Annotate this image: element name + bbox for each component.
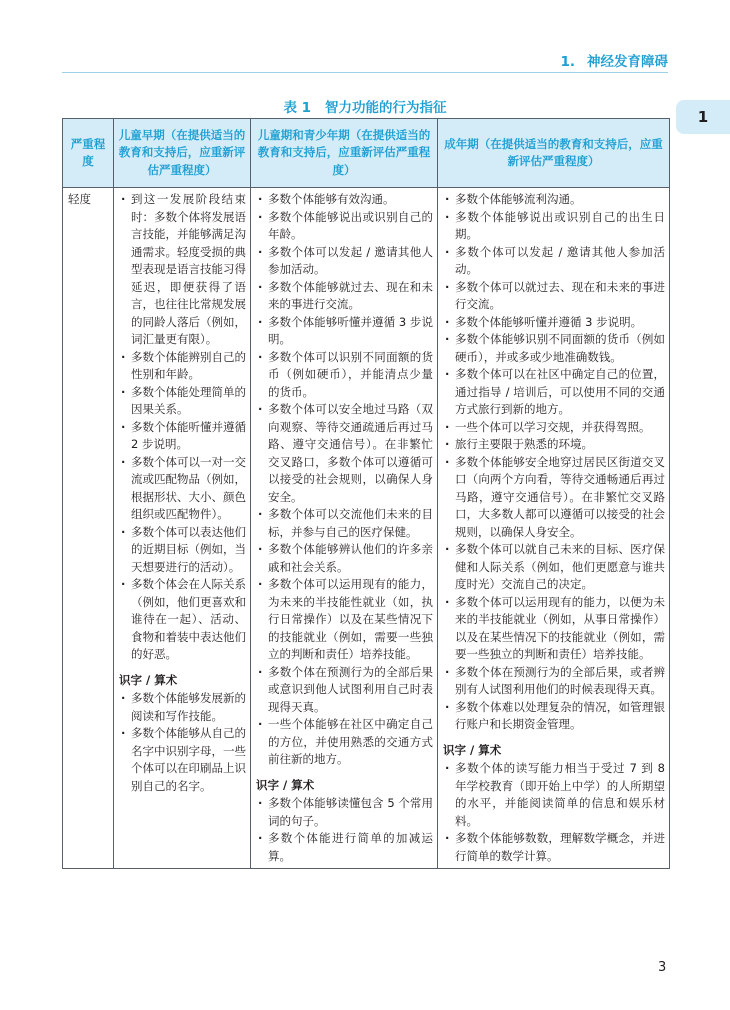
adult-items [443, 191, 665, 734]
list-item: · 多数个体可以就过去、现在和未来的事进行交流。 [443, 279, 665, 314]
list-item: · 多数个体能够识别不同面额的货币（例如硬币），并或多或少地准确数钱。 [443, 331, 665, 366]
list-item: · 多数个体能够就过去、现在和未来的事进行交流。 [256, 279, 433, 314]
list-item: · 到这一发展阶段结束时：多数个体将发展语言技能，并能够满足沟通需求。轻度受损的典型表现是语言技能习得延迟，即便获得了语言，也往往比常规发展的同龄人落后（例如，词汇量更有限）。 [119, 191, 246, 349]
list-item: · 旅行主要限于熟悉的环境。 [443, 436, 665, 454]
list-item: · 多数个体难以处理复杂的情况，如管理银行账户和长期资金管理。 [443, 699, 665, 734]
page-number: 3 [658, 960, 667, 975]
table-row-mild [63, 188, 670, 869]
list-item: · 多数个体可以安全地过马路（双向观察、等待交通疏通后再过马路、遵守交通信号）。在非繁忙交叉路口，多数个体可以遵循可以接受的社会规则，以确保人身安全。 [256, 401, 433, 506]
list-item: · 多数个体能够辨认他们的许多亲戚和社会关系。 [256, 541, 433, 576]
severity-level: 轻度 [63, 188, 114, 869]
early-literacy-items [119, 690, 246, 795]
list-item: · 多数个体在预测行为的全部后果，或者辨别有人试图利用他们的时候表现得天真。 [443, 664, 665, 699]
list-item: · 多数个体能够说出或识别自己的年龄。 [256, 209, 433, 244]
list-item: · 多数个体能够读懂包含 5 个常用词的句子。 [256, 795, 433, 830]
table-number: 表 1 [283, 100, 312, 116]
list-item: · 多数个体可以在社区中确定自己的位置，通过指导 / 培训后，可以使用不同的交通方式旅行到新的地方。 [443, 366, 665, 419]
list-item: · 多数个体会在人际关系（例如，他们更喜欢和谁待在一起）、活动、食物和着装中表达他们的好恶。 [119, 576, 246, 664]
literacy-subhead: 识字 / 算术 [119, 672, 178, 687]
list-item: · 一些个体能够在社区中确定自己的方位，并使用熟悉的交通方式前往新的地方。 [256, 716, 433, 769]
school-items [256, 191, 433, 769]
chapter-tab: 1 [676, 100, 730, 134]
list-item: · 多数个体可以交流他们未来的目标，并参与自己的医疗保健。 [256, 506, 433, 541]
table-caption: 智力功能的行为指征 [325, 100, 447, 116]
list-item: · 一些个体可以学习交规，并获得驾照。 [443, 419, 665, 437]
header-rule [62, 72, 668, 73]
cell-school-age [251, 188, 438, 869]
running-head [560, 50, 668, 70]
school-literacy-items [256, 795, 433, 865]
list-item: · 多数个体能够安全地穿过居民区街道交叉口（向两个方向看，等待交通畅通后再过马路，遵守交通信号）。在非繁忙交叉路口，大多数人都可以遵循可以接受的社会规则，以确保人身安全。 [443, 454, 665, 542]
chapter-title: 神经发育障碍 [587, 54, 668, 70]
list-item: · 多数个体能够听懂并遵循 3 步说明。 [443, 314, 665, 332]
header-early-childhood: 儿童早期（在提供适当的教育和支持后，应重新评估严重程度） [114, 119, 251, 188]
literacy-subhead: 识字 / 算术 [443, 742, 502, 757]
list-item: · 多数个体能进行简单的加减运算。 [256, 830, 433, 865]
list-item: · 多数个体能够有效沟通。 [256, 191, 433, 209]
list-item: · 多数个体可以运用现有的能力，为未来的半技能性就业（如，执行日常操作）以及在某些情况下的技能就业（例如，需要一些独立的判断和责任）培养技能。 [256, 576, 433, 664]
list-item: · 多数个体可以运用现有的能力，以便为未来的半技能就业（例如，从事日常操作）以及在某些情况下的技能就业（例如，需要一些独立的判断和责任）培养技能。 [443, 594, 665, 664]
cell-early-childhood [114, 188, 251, 869]
header-school-age: 儿童期和青少年期（在提供适当的教育和支持后，应重新评估严重程度） [251, 119, 438, 188]
list-item: · 多数个体能够流利沟通。 [443, 191, 665, 209]
list-item: · 多数个体能处理简单的因果关系。 [119, 384, 246, 419]
list-item: · 多数个体可以一对一交流或匹配物品（例如，根据形状、大小、颜色组织或匹配物件）。 [119, 454, 246, 524]
list-item: · 多数个体能够数数，理解数学概念，并进行简单的数学计算。 [443, 830, 665, 865]
list-item: · 多数个体可以发起 / 邀请其他人参加活动。 [443, 244, 665, 279]
list-item: · 多数个体可以就自己未来的目标、医疗保健和人际关系（例如，他们更愿意与谁共度时光）交流自己的决定。 [443, 541, 665, 594]
list-item: · 多数个体可以表达他们的近期目标（例如，当天想要进行的活动）。 [119, 524, 246, 577]
header-severity: 严重程度 [63, 119, 114, 188]
table-header-row [63, 119, 670, 188]
list-item: · 多数个体能够说出或识别自己的出生日期。 [443, 209, 665, 244]
list-item: · 多数个体能够听懂并遵循 3 步说明。 [256, 314, 433, 349]
early-items [119, 191, 246, 664]
list-item: · 多数个体在预测行为的全部后果或意识到他人试图利用自己时表现得天真。 [256, 664, 433, 717]
list-item: · 多数个体能辨别自己的性别和年龄。 [119, 349, 246, 384]
chapter-number: 1. [560, 54, 575, 70]
behavior-indicator-table [62, 118, 670, 869]
header-adulthood: 成年期（在提供适当的教育和支持后，应重新评估严重程度） [438, 119, 670, 188]
list-item: · 多数个体的读写能力相当于受过 7 到 8 年学校教育（即开始上中学）的人所期望的水平，并能阅读简单的信息和娱乐材料。 [443, 760, 665, 830]
list-item: · 多数个体能够发展新的阅读和写作技能。 [119, 690, 246, 725]
cell-adulthood [438, 188, 670, 869]
literacy-subhead: 识字 / 算术 [256, 777, 315, 792]
table-title [62, 96, 668, 116]
list-item: · 多数个体能够从自己的名字中识别字母，一些个体可以在印刷品上识别自己的名字。 [119, 725, 246, 795]
adult-literacy-items [443, 760, 665, 865]
list-item: · 多数个体能听懂并遵循 2 步说明。 [119, 419, 246, 454]
list-item: · 多数个体可以发起 / 邀请其他人参加活动。 [256, 244, 433, 279]
list-item: · 多数个体可以识别不同面额的货币（例如硬币），并能清点少量的货币。 [256, 349, 433, 402]
